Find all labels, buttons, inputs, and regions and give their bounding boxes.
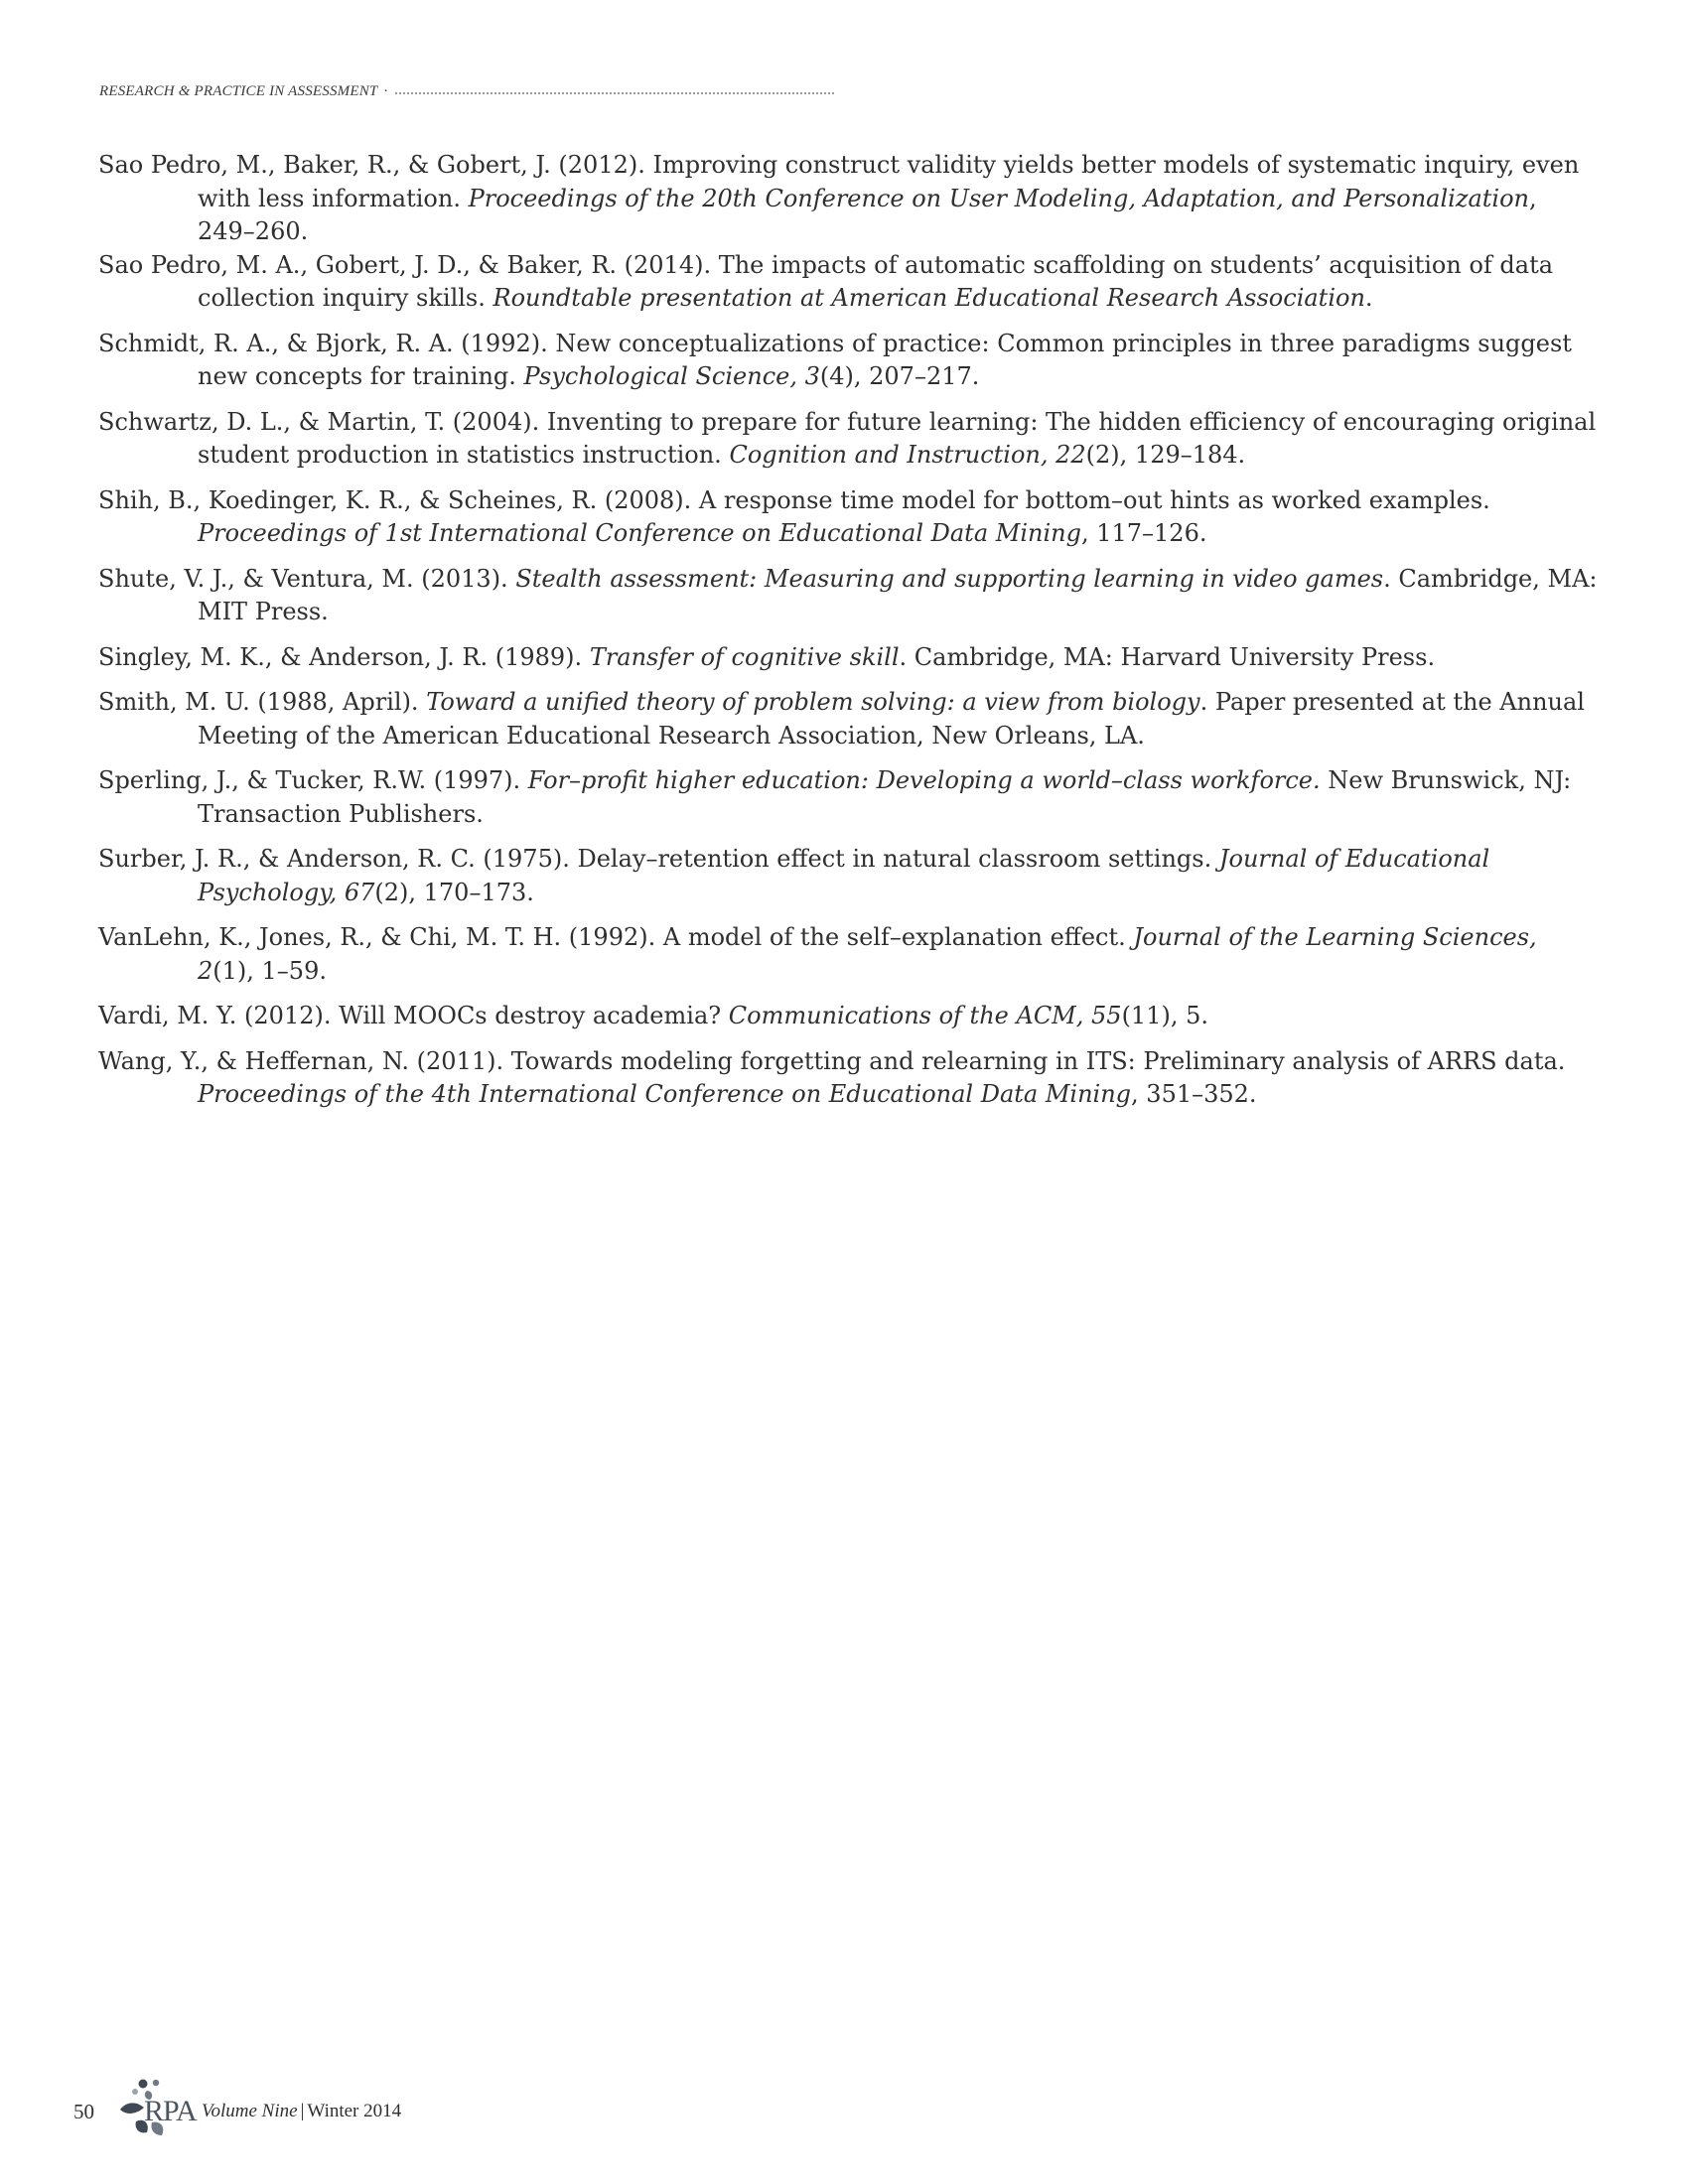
reference-text-segment: Sperling, J., & Tucker, R.W. (1997). [98, 766, 528, 794]
reference-text-segment: Vardi, M. Y. (2012). Will MOOCs destroy academia? [98, 1002, 729, 1029]
reference-text-segment: , 117–126. [1080, 519, 1207, 547]
reference-italic-segment: Psychological Science, 3 [523, 362, 820, 390]
reference-entry [98, 641, 1598, 675]
reference-text-segment: Wang, Y., & Heffernan, N. (2011). Towards modeling forgetting and relearning in ITS: Preliminary analysis of ARRS data. [98, 1046, 1566, 1075]
running-header [99, 83, 834, 100]
reference-text-segment: Singley, M. K., & Anderson, J. R. (1989). [98, 642, 590, 671]
reference-italic-segment: Proceedings of the 20th Conference on User Modeling, Adaptation, and Personalization [468, 184, 1529, 212]
reference-italic-segment: Cognition and Instruction, 22 [729, 441, 1086, 469]
reference-list [98, 149, 1598, 1124]
reference-italic-segment: Toward a unified theory of problem solving: a view from biology [426, 688, 1200, 716]
reference-text-segment: (2), 170–173. [374, 878, 534, 906]
reference-text-segment: , 249–260. [198, 184, 1537, 245]
reference-text-segment: Sao Pedro, M. A., Gobert, J. D., & Baker, R. (2014). The impacts of automatic scaffolding on students’ acquisition of data collection inquiry skills. [98, 250, 1554, 312]
reference-entry [98, 406, 1598, 473]
reference-text-segment: . Paper presented at the Annual Meeting of the American Educational Research Association, New Orleans, LA. [198, 688, 1585, 750]
reference-italic-segment: Proceedings of the 4th International Conference on Educational Data Mining [198, 1080, 1132, 1108]
footer-separator: | [300, 2101, 305, 2121]
issue-date: Winter 2014 [307, 2101, 402, 2121]
page-number: 50 [73, 2099, 94, 2123]
reference-entry [98, 764, 1598, 831]
page-footer [73, 2077, 401, 2146]
reference-italic-segment: Transfer of cognitive skill [589, 642, 900, 671]
reference-italic-segment: Stealth assessment: Measuring and supporting learning in video games [515, 564, 1384, 593]
reference-text-segment: VanLehn, K., Jones, R., & Chi, M. T. H. (1992). A model of the self–explanation effect. [98, 923, 1134, 951]
reference-entry [98, 686, 1598, 752]
reference-entry [98, 484, 1598, 551]
reference-text-segment: (11), 5. [1121, 1002, 1208, 1029]
reference-text-segment: (2), 129–184. [1085, 441, 1246, 469]
reference-text-segment: (4), 207–217. [819, 362, 980, 390]
logo-wordmark: RPA [144, 2095, 197, 2127]
reference-text-segment: Schwartz, D. L., & Martin, T. (2004). Inventing to prepare for future learning: The hidden efficiency of encouraging original student production in statistics instruction. [98, 407, 1597, 469]
header-dotted-rule [395, 92, 834, 94]
reference-text-segment: Sao Pedro, M., Baker, R., & Gobert, J. (2012). Improving construct validity yields better models of systematic inquiry, even with less information. [98, 151, 1580, 212]
reference-entry [98, 249, 1598, 316]
reference-text-segment: Surber, J. R., & Anderson, R. C. (1975). Delay–retention effect in natural classroom settings. [98, 845, 1219, 873]
reference-text-segment: . [1364, 284, 1373, 312]
reference-italic-segment: Journal of Educational Psychology, 67 [198, 845, 1490, 906]
reference-italic-segment: Roundtable presentation at American Educational Research Association [492, 284, 1365, 312]
reference-text-segment: Smith, M. U. (1988, April). [98, 688, 427, 716]
reference-text-segment: . Cambridge, MA: MIT Press. [198, 564, 1598, 625]
reference-entry [98, 921, 1598, 988]
reference-entry [98, 328, 1598, 394]
reference-text-segment: , 351–352. [1131, 1080, 1257, 1108]
reference-entry [98, 149, 1598, 249]
reference-text-segment: . Cambridge, MA: Harvard University Press. [899, 642, 1436, 671]
reference-text-segment: (1), 1–59. [212, 956, 327, 985]
reference-italic-segment: Proceedings of 1st International Conference on Educational Data Mining [198, 519, 1081, 547]
reference-text-segment: Shute, V. J., & Ventura, M. (2013). [98, 564, 516, 593]
reference-italic-segment: Journal of the Learning Sciences, 2 [198, 923, 1537, 985]
reference-italic-segment: For–profit higher education: Developing a world–class workforce. [527, 766, 1321, 794]
reference-entry [98, 843, 1598, 909]
reference-entry [98, 1045, 1598, 1112]
header-separator: · [383, 83, 388, 99]
reference-text-segment: Shih, B., Koedinger, K. R., & Scheines, R. (2008). A response time model for bottom–out hints as worked examples. [98, 485, 1490, 514]
reference-italic-segment: Communications of the ACM, 55 [728, 1002, 1122, 1029]
journal-volume: Volume Nine [202, 2101, 298, 2121]
rpa-logo [114, 2077, 197, 2146]
journal-running-title: RESEARCH & PRACTICE IN ASSESSMENT [99, 83, 378, 99]
reference-text-segment: New Brunswick, NJ: Transaction Publishers. [198, 766, 1572, 828]
reference-text-segment: Schmidt, R. A., & Bjork, R. A. (1992). New conceptualizations of practice: Common principles in three paradigms suggest new concepts for training. [98, 329, 1572, 390]
reference-entry [98, 563, 1598, 629]
reference-entry [98, 1000, 1598, 1033]
